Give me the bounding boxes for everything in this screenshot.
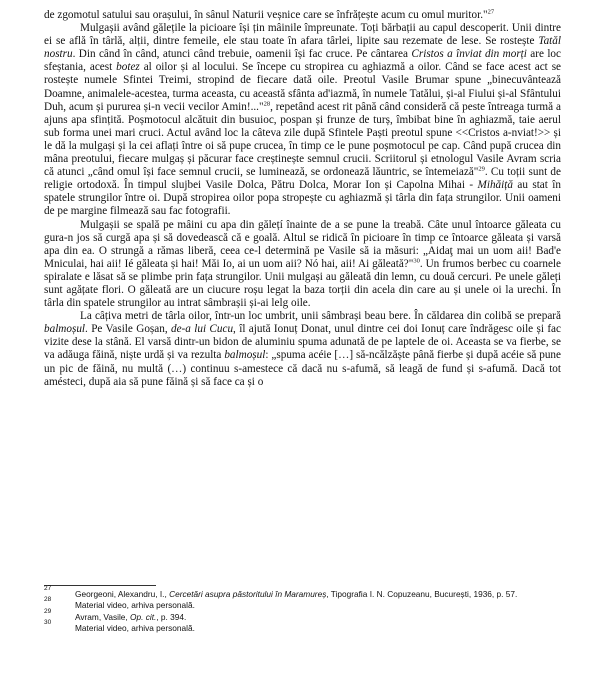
- text-run: , Tipografia I. N. Copuzeanu, București, 1936, p. 57.: [326, 589, 518, 599]
- italic-text: de-a lui Cucu: [171, 323, 234, 336]
- text-run: are loc sfeștania, acest: [44, 48, 561, 74]
- text-run: al oilor și al locului. Se începe cu stropirea cu aghiazmă a oilor. Când se face acest act se rostește numele Sfintei Treimi, stropind de fiecare dată oile. Preotul Vasile Brumar spune „binecuvântează Doamne, animalele-acestea, turma aceasta, cu această sfânta ad'iazmă, în numele Tatălui, și-al Fiului și-al Sfântului Duh, acum și pururea și-n vecii vecilor Amin!...": [44, 61, 562, 113]
- text-run: Material video, arhiva personală.: [75, 623, 195, 634]
- text-run: . Un frumos berbec cu coarnele spiralate e lăsat să se plimbe prin fața strungilor. Unii mulgași au găleată din lemn, cu două cercuri. Pe unele găleți sunt agățate flori. O găleată are un ciucure roșu legat la baza torții din acela din care au și unele oi la urechi. În târla din spatele strungilor au intrat sâmbrașii și-ai lelg oile.: [44, 257, 561, 310]
- italic-text: balmoșul: [44, 323, 86, 336]
- text-run: au stat în spatele strungilor între oi. După stropirea oilor popa stropește cu aghiazmă și târla din fața strungilor. Unii oameni de pe margine filmează sau fac fotografii.: [44, 179, 561, 218]
- text-run: . Cu toții sunt de religie ortodoxă. În timpul slujbei Vasile Dolca, Pătru Dolca, Morar Ion și Capolna Mihai -: [44, 166, 561, 192]
- paragraph: [44, 9, 561, 22]
- text-run: La câțiva metri de târla oilor, într-un loc umbrit, unii sâmbrași beau bere. În căldarea din colibă se prepară: [80, 310, 561, 323]
- footnote-ref: 29: [478, 165, 485, 173]
- text-run: , repetând acest rit până când consideră că peste întreaga turmă a ajuns apa sfințită. Poșmotocul alcătuit din busuioc, pospan și frunze de turș, îmbibat bine în aghiazmă, taie aerul sub forma unei mari cruci. Actul având loc la câteva zile după Sfintele Paști preotul spune <<Cristos a-nviat!>> și le dă la mulgași și la cei aflați între oi să pupe crucea, în timp ce le pune poșmotocul pe cap. Când pupă crucea din mâna preotului, fiecare mulgaș și păcurar face creștinește semnul crucii. Scriitorul și etnologul Vasile Avram scria că atunci „când omul își face semnul crucii, se luminează, se ordonează lăuntric, se întemeiază": [44, 100, 561, 179]
- paragraph: [44, 22, 561, 218]
- footnote-ref: 27: [487, 8, 495, 16]
- footnote-divider: [44, 585, 156, 586]
- text-run: Avram, Vasile,: [75, 611, 131, 622]
- text-run: Mulgașii având gălețile la picioare își țin mâinile împreunate. Toți bărbații au capul descoperit. Unii dintre ei se află în târlă, alții, dintre femeile, ele stau toate în afara târlei, lipite sau rezemate de lese. Se rostește: [44, 22, 561, 48]
- text-run: Material video, arhiva personală.: [75, 600, 195, 611]
- text-run: Georgeoni, Alexandru, I.,: [75, 589, 170, 599]
- paragraph: [44, 310, 561, 389]
- text-run: . Pe Vasile Goșan,: [85, 323, 171, 336]
- text-run: Mulgașii se spală pe mâini cu apa din gălețí înainte de a se pune la treabă. Câte unul întoarce găleata cu gura-n jos să curgă apa și să dovedească că e goală. Altul se ridică în picioare în timp ce întoarce găleata și varsă apa din ea. O strungă a rămas liberă, ceea ce-l determină pe Vasile să ia măsuri: „Aidaţ mai un uom aii! Bad'e Mniculai, hai aii! Ié găleata și hai! Măi Io, ai un uom aii? Nó hai, aii! Ai găleată?": [44, 218, 561, 270]
- italic-text: Cercetări asupra păstoritului în Maramureș: [169, 589, 327, 599]
- italic-text: Op. cit.: [130, 611, 157, 622]
- footnote: 29 Avram, Vasile, Op. cit., p. 394.: [44, 607, 187, 622]
- footnotes: [44, 585, 561, 635]
- text-run: , îl ajută Ionuț Donat, unul dintre cei doi Ionuț care îndrăgesc oile și fac vizite dese la stână. El varsă dintr-un bidon de aluminiu spuma adunată de pe laptele de oi. Aceasta se va fierbe, se va adăuga făină, niște urdă și va rezulta: [44, 323, 561, 362]
- italic-text: Cristos a înviat din morți: [411, 48, 527, 61]
- footnote-ref: 30: [413, 257, 420, 265]
- footnote: 27 Georgeoni, Alexandru, I., Cercetări asupra păstoritului în Maramureș, Tipografia I. N. Copuzeanu, București, 1936, p. 57.: [44, 585, 518, 599]
- body-text: [44, 9, 561, 389]
- text-run: de zgomotul satului sau orașului, în sânul Naturii veșnice care se înfrățește acum cu omul muritor.": [44, 9, 488, 21]
- italic-text: Mihăiță: [477, 179, 513, 192]
- paragraph: [44, 219, 561, 311]
- italic-text: balmoșul: [224, 349, 266, 362]
- footnote: 30 Material video, arhiva personală.: [44, 619, 195, 634]
- footnote-ref: 28: [263, 99, 271, 107]
- text-run: . Din când în când, atunci când trebuie, oamenii își fac cruce. Pe cântarea: [72, 48, 412, 61]
- italic-text: botez: [116, 61, 140, 74]
- italic-text: Tatăl nostru: [44, 35, 561, 61]
- text-run: : „spuma acéie […] să-ncălzăște până fierbe și după acéie să pune un pic de făină, nu multă (…) continuu s-amestece că dacă nu s-afumă, să leagă de fund și s-afumă. Dacă tot amésteci, după aia să pune făină și să face ca și o: [44, 349, 561, 388]
- text-run: , p. 394.: [156, 611, 187, 622]
- footnote: 28 Material video, arhiva personală.: [44, 596, 195, 611]
